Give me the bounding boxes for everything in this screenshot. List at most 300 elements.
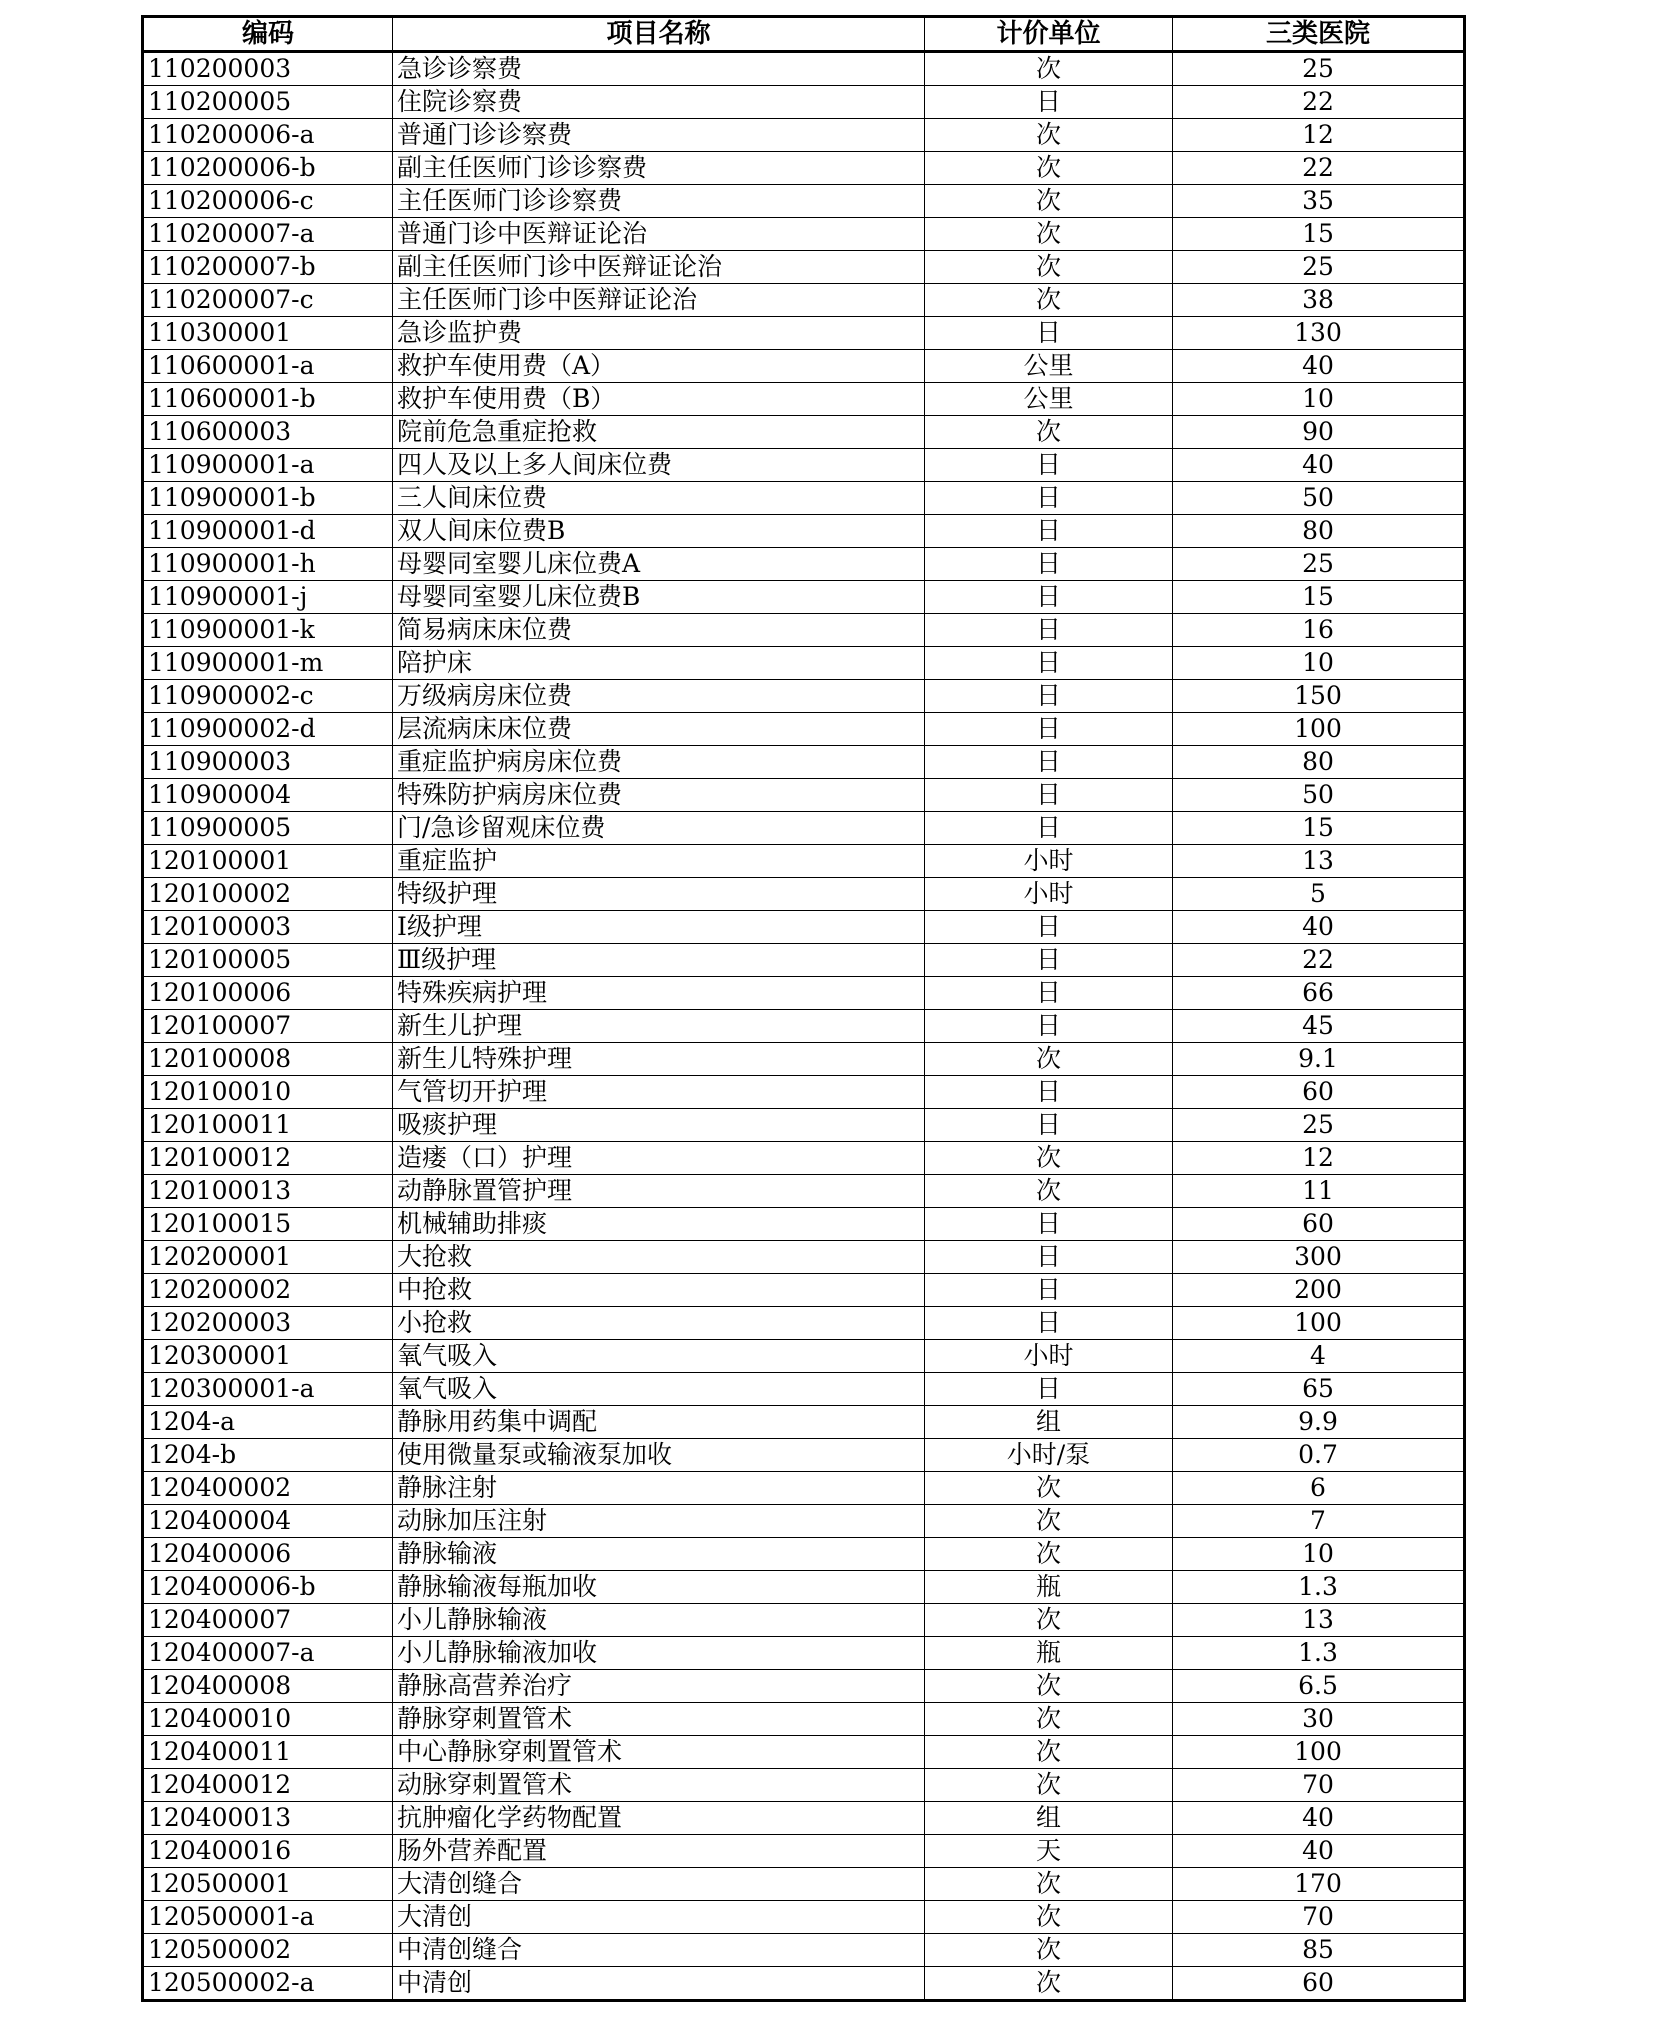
cell-code: 120500002-a xyxy=(143,1967,393,2001)
cell-price: 80 xyxy=(1173,515,1465,548)
cell-code: 120100005 xyxy=(143,944,393,977)
table-row xyxy=(143,1274,1465,1307)
cell-unit: 日 xyxy=(925,680,1173,713)
cell-price: 15 xyxy=(1173,812,1465,845)
cell-code: 120400013 xyxy=(143,1802,393,1835)
cell-unit: 次 xyxy=(925,1472,1173,1505)
cell-item-name: 小抢救 xyxy=(393,1307,925,1340)
cell-code: 110900001-h xyxy=(143,548,393,581)
cell-price: 70 xyxy=(1173,1901,1465,1934)
cell-unit: 次 xyxy=(925,1934,1173,1967)
table-row xyxy=(143,1043,1465,1076)
cell-item-name: 动脉穿刺置管术 xyxy=(393,1769,925,1802)
table-row xyxy=(143,548,1465,581)
table-row xyxy=(143,1571,1465,1604)
cell-price: 66 xyxy=(1173,977,1465,1010)
cell-item-name: 小儿静脉输液 xyxy=(393,1604,925,1637)
cell-price: 85 xyxy=(1173,1934,1465,1967)
cell-unit: 日 xyxy=(925,746,1173,779)
table-row xyxy=(143,317,1465,350)
cell-price: 60 xyxy=(1173,1967,1465,2001)
table-row xyxy=(143,746,1465,779)
cell-code: 110600001-a xyxy=(143,350,393,383)
cell-unit: 次 xyxy=(925,284,1173,317)
cell-code: 110900003 xyxy=(143,746,393,779)
cell-price: 30 xyxy=(1173,1703,1465,1736)
cell-price: 10 xyxy=(1173,383,1465,416)
cell-code: 120100007 xyxy=(143,1010,393,1043)
cell-price: 15 xyxy=(1173,581,1465,614)
cell-unit: 日 xyxy=(925,713,1173,746)
cell-unit: 日 xyxy=(925,911,1173,944)
cell-price: 38 xyxy=(1173,284,1465,317)
table-row xyxy=(143,1406,1465,1439)
cell-code: 120500001-a xyxy=(143,1901,393,1934)
cell-price: 9.9 xyxy=(1173,1406,1465,1439)
cell-code: 120200001 xyxy=(143,1241,393,1274)
cell-code: 110900001-m xyxy=(143,647,393,680)
cell-code: 110200007-b xyxy=(143,251,393,284)
cell-code: 110900001-a xyxy=(143,449,393,482)
table-row xyxy=(143,1538,1465,1571)
cell-item-name: 静脉用药集中调配 xyxy=(393,1406,925,1439)
cell-price: 10 xyxy=(1173,1538,1465,1571)
cell-code: 120400012 xyxy=(143,1769,393,1802)
cell-price: 13 xyxy=(1173,1604,1465,1637)
cell-item-name: Ⅲ级护理 xyxy=(393,944,925,977)
table-row xyxy=(143,614,1465,647)
cell-code: 110900001-b xyxy=(143,482,393,515)
cell-price: 100 xyxy=(1173,713,1465,746)
cell-code: 110900002-d xyxy=(143,713,393,746)
cell-unit: 日 xyxy=(925,1373,1173,1406)
cell-item-name: 小儿静脉输液加收 xyxy=(393,1637,925,1670)
cell-item-name: 气管切开护理 xyxy=(393,1076,925,1109)
cell-code: 120200003 xyxy=(143,1307,393,1340)
cell-item-name: 抗肿瘤化学药物配置 xyxy=(393,1802,925,1835)
cell-code: 120100013 xyxy=(143,1175,393,1208)
cell-item-name: 重症监护病房床位费 xyxy=(393,746,925,779)
cell-item-name: 静脉输液 xyxy=(393,1538,925,1571)
cell-unit: 日 xyxy=(925,614,1173,647)
cell-item-name: 大清创缝合 xyxy=(393,1868,925,1901)
cell-code: 120100003 xyxy=(143,911,393,944)
cell-code: 110200006-a xyxy=(143,119,393,152)
cell-unit: 次 xyxy=(925,1670,1173,1703)
cell-code: 120400008 xyxy=(143,1670,393,1703)
table-row xyxy=(143,1505,1465,1538)
cell-unit: 日 xyxy=(925,317,1173,350)
table-row xyxy=(143,1703,1465,1736)
table-row xyxy=(143,845,1465,878)
table-row xyxy=(143,911,1465,944)
cell-unit: 次 xyxy=(925,119,1173,152)
cell-item-name: 急诊诊察费 xyxy=(393,52,925,86)
cell-item-name: 陪护床 xyxy=(393,647,925,680)
cell-item-name: 造瘘（口）护理 xyxy=(393,1142,925,1175)
cell-item-name: 母婴同室婴儿床位费B xyxy=(393,581,925,614)
cell-unit: 日 xyxy=(925,647,1173,680)
header-price: 三类医院 xyxy=(1173,17,1465,52)
cell-code: 120400006-b xyxy=(143,1571,393,1604)
cell-code: 110200007-a xyxy=(143,218,393,251)
table-row xyxy=(143,1835,1465,1868)
cell-code: 120100006 xyxy=(143,977,393,1010)
cell-unit: 次 xyxy=(925,185,1173,218)
cell-price: 40 xyxy=(1173,1802,1465,1835)
table-row xyxy=(143,1901,1465,1934)
header-code: 编码 xyxy=(143,17,393,52)
cell-price: 65 xyxy=(1173,1373,1465,1406)
cell-price: 60 xyxy=(1173,1076,1465,1109)
cell-item-name: 特级护理 xyxy=(393,878,925,911)
cell-price: 60 xyxy=(1173,1208,1465,1241)
cell-unit: 次 xyxy=(925,52,1173,86)
cell-price: 22 xyxy=(1173,944,1465,977)
cell-unit: 次 xyxy=(925,1868,1173,1901)
cell-unit: 日 xyxy=(925,1241,1173,1274)
table-row xyxy=(143,1010,1465,1043)
table-row xyxy=(143,1307,1465,1340)
cell-price: 40 xyxy=(1173,350,1465,383)
table-row xyxy=(143,581,1465,614)
table-row xyxy=(143,251,1465,284)
table-row xyxy=(143,1076,1465,1109)
cell-price: 7 xyxy=(1173,1505,1465,1538)
table-row xyxy=(143,1637,1465,1670)
cell-unit: 日 xyxy=(925,1109,1173,1142)
cell-item-name: 普通门诊中医辩证论治 xyxy=(393,218,925,251)
cell-unit: 天 xyxy=(925,1835,1173,1868)
cell-unit: 日 xyxy=(925,548,1173,581)
cell-price: 5 xyxy=(1173,878,1465,911)
cell-unit: 次 xyxy=(925,1901,1173,1934)
cell-item-name: 动静脉置管护理 xyxy=(393,1175,925,1208)
cell-unit: 日 xyxy=(925,1208,1173,1241)
table-row xyxy=(143,416,1465,449)
cell-code: 120300001 xyxy=(143,1340,393,1373)
cell-item-name: 副主任医师门诊中医辩证论治 xyxy=(393,251,925,284)
table-row xyxy=(143,1175,1465,1208)
cell-item-name: 肠外营养配置 xyxy=(393,1835,925,1868)
table-row xyxy=(143,977,1465,1010)
cell-unit: 日 xyxy=(925,779,1173,812)
cell-price: 1.3 xyxy=(1173,1637,1465,1670)
cell-unit: 次 xyxy=(925,1505,1173,1538)
cell-price: 22 xyxy=(1173,152,1465,185)
cell-item-name: 层流病床床位费 xyxy=(393,713,925,746)
cell-unit: 日 xyxy=(925,449,1173,482)
cell-code: 120400011 xyxy=(143,1736,393,1769)
cell-unit: 次 xyxy=(925,251,1173,284)
cell-price: 80 xyxy=(1173,746,1465,779)
cell-price: 11 xyxy=(1173,1175,1465,1208)
table-row xyxy=(143,1802,1465,1835)
price-table xyxy=(141,15,1466,2002)
cell-unit: 小时 xyxy=(925,1340,1173,1373)
cell-unit: 日 xyxy=(925,1307,1173,1340)
cell-unit: 次 xyxy=(925,1703,1173,1736)
cell-price: 50 xyxy=(1173,779,1465,812)
cell-code: 110900001-k xyxy=(143,614,393,647)
cell-price: 35 xyxy=(1173,185,1465,218)
table-row xyxy=(143,1736,1465,1769)
cell-price: 300 xyxy=(1173,1241,1465,1274)
cell-code: 110300001 xyxy=(143,317,393,350)
cell-price: 15 xyxy=(1173,218,1465,251)
cell-code: 110200007-c xyxy=(143,284,393,317)
cell-price: 25 xyxy=(1173,548,1465,581)
cell-item-name: 动脉加压注射 xyxy=(393,1505,925,1538)
cell-code: 110200006-b xyxy=(143,152,393,185)
cell-price: 40 xyxy=(1173,449,1465,482)
cell-unit: 日 xyxy=(925,581,1173,614)
cell-code: 1204-a xyxy=(143,1406,393,1439)
cell-item-name: 万级病房床位费 xyxy=(393,680,925,713)
cell-item-name: 新生儿护理 xyxy=(393,1010,925,1043)
cell-price: 70 xyxy=(1173,1769,1465,1802)
cell-unit: 日 xyxy=(925,515,1173,548)
cell-item-name: Ⅰ级护理 xyxy=(393,911,925,944)
cell-item-name: 机械辅助排痰 xyxy=(393,1208,925,1241)
cell-code: 120100008 xyxy=(143,1043,393,1076)
cell-unit: 小时/泵 xyxy=(925,1439,1173,1472)
table-row xyxy=(143,1868,1465,1901)
cell-price: 12 xyxy=(1173,119,1465,152)
cell-item-name: 吸痰护理 xyxy=(393,1109,925,1142)
table-body xyxy=(143,52,1465,2001)
cell-code: 120400016 xyxy=(143,1835,393,1868)
cell-item-name: 三人间床位费 xyxy=(393,482,925,515)
cell-code: 1204-b xyxy=(143,1439,393,1472)
cell-code: 120300001-a xyxy=(143,1373,393,1406)
cell-item-name: 门/急诊留观床位费 xyxy=(393,812,925,845)
cell-unit: 公里 xyxy=(925,383,1173,416)
cell-item-name: 氧气吸入 xyxy=(393,1373,925,1406)
table-row xyxy=(143,1604,1465,1637)
header-item-name: 项目名称 xyxy=(393,17,925,52)
table-row xyxy=(143,350,1465,383)
cell-code: 120500001 xyxy=(143,1868,393,1901)
cell-code: 110200005 xyxy=(143,86,393,119)
cell-price: 25 xyxy=(1173,1109,1465,1142)
cell-code: 120100002 xyxy=(143,878,393,911)
cell-item-name: 特殊疾病护理 xyxy=(393,977,925,1010)
cell-unit: 小时 xyxy=(925,878,1173,911)
cell-item-name: 救护车使用费（A） xyxy=(393,350,925,383)
cell-price: 90 xyxy=(1173,416,1465,449)
table-row xyxy=(143,1373,1465,1406)
cell-unit: 组 xyxy=(925,1802,1173,1835)
cell-item-name: 静脉注射 xyxy=(393,1472,925,1505)
cell-price: 13 xyxy=(1173,845,1465,878)
table-row xyxy=(143,482,1465,515)
cell-unit: 日 xyxy=(925,944,1173,977)
cell-code: 110900005 xyxy=(143,812,393,845)
cell-code: 120400010 xyxy=(143,1703,393,1736)
cell-price: 4 xyxy=(1173,1340,1465,1373)
cell-code: 120100015 xyxy=(143,1208,393,1241)
cell-code: 120400004 xyxy=(143,1505,393,1538)
cell-code: 110600003 xyxy=(143,416,393,449)
cell-unit: 小时 xyxy=(925,845,1173,878)
table-row xyxy=(143,218,1465,251)
cell-price: 40 xyxy=(1173,1835,1465,1868)
table-row xyxy=(143,1934,1465,1967)
cell-unit: 组 xyxy=(925,1406,1173,1439)
cell-item-name: 中抢救 xyxy=(393,1274,925,1307)
cell-unit: 次 xyxy=(925,1175,1173,1208)
cell-item-name: 主任医师门诊中医辩证论治 xyxy=(393,284,925,317)
cell-unit: 日 xyxy=(925,1076,1173,1109)
cell-unit: 次 xyxy=(925,1736,1173,1769)
cell-item-name: 院前危急重症抢救 xyxy=(393,416,925,449)
table-row xyxy=(143,1769,1465,1802)
table-row xyxy=(143,185,1465,218)
table-row xyxy=(143,713,1465,746)
cell-code: 120500002 xyxy=(143,1934,393,1967)
cell-price: 200 xyxy=(1173,1274,1465,1307)
table-row xyxy=(143,515,1465,548)
table-row xyxy=(143,878,1465,911)
table-row xyxy=(143,284,1465,317)
cell-code: 120200002 xyxy=(143,1274,393,1307)
cell-item-name: 大清创 xyxy=(393,1901,925,1934)
cell-unit: 瓶 xyxy=(925,1571,1173,1604)
cell-item-name: 中清创缝合 xyxy=(393,1934,925,1967)
cell-price: 0.7 xyxy=(1173,1439,1465,1472)
cell-item-name: 静脉穿刺置管术 xyxy=(393,1703,925,1736)
cell-item-name: 住院诊察费 xyxy=(393,86,925,119)
cell-code: 120100001 xyxy=(143,845,393,878)
cell-code: 120400006 xyxy=(143,1538,393,1571)
cell-item-name: 大抢救 xyxy=(393,1241,925,1274)
table-row xyxy=(143,449,1465,482)
cell-item-name: 中心静脉穿刺置管术 xyxy=(393,1736,925,1769)
cell-price: 25 xyxy=(1173,52,1465,86)
cell-price: 130 xyxy=(1173,317,1465,350)
cell-unit: 次 xyxy=(925,1967,1173,2001)
cell-code: 110200006-c xyxy=(143,185,393,218)
cell-item-name: 救护车使用费（B） xyxy=(393,383,925,416)
cell-price: 6 xyxy=(1173,1472,1465,1505)
cell-unit: 次 xyxy=(925,416,1173,449)
cell-price: 45 xyxy=(1173,1010,1465,1043)
cell-price: 6.5 xyxy=(1173,1670,1465,1703)
table-row xyxy=(143,1967,1465,2001)
table-row xyxy=(143,680,1465,713)
cell-unit: 公里 xyxy=(925,350,1173,383)
cell-unit: 次 xyxy=(925,1769,1173,1802)
cell-unit: 日 xyxy=(925,977,1173,1010)
cell-unit: 次 xyxy=(925,1538,1173,1571)
cell-item-name: 急诊监护费 xyxy=(393,317,925,350)
cell-item-name: 使用微量泵或输液泵加收 xyxy=(393,1439,925,1472)
header-unit: 计价单位 xyxy=(925,17,1173,52)
cell-item-name: 中清创 xyxy=(393,1967,925,2001)
cell-item-name: 双人间床位费B xyxy=(393,515,925,548)
cell-price: 170 xyxy=(1173,1868,1465,1901)
cell-item-name: 普通门诊诊察费 xyxy=(393,119,925,152)
cell-unit: 次 xyxy=(925,1043,1173,1076)
table-row xyxy=(143,1472,1465,1505)
cell-code: 110900002-c xyxy=(143,680,393,713)
cell-item-name: 静脉高营养治疗 xyxy=(393,1670,925,1703)
table-header-row xyxy=(143,17,1465,52)
table-row xyxy=(143,119,1465,152)
cell-item-name: 简易病床床位费 xyxy=(393,614,925,647)
table-row xyxy=(143,1208,1465,1241)
cell-price: 16 xyxy=(1173,614,1465,647)
table-row xyxy=(143,812,1465,845)
cell-unit: 日 xyxy=(925,482,1173,515)
table-row xyxy=(143,1439,1465,1472)
table-row xyxy=(143,86,1465,119)
cell-price: 1.3 xyxy=(1173,1571,1465,1604)
cell-unit: 次 xyxy=(925,1142,1173,1175)
cell-code: 120100011 xyxy=(143,1109,393,1142)
cell-unit: 日 xyxy=(925,1010,1173,1043)
cell-unit: 瓶 xyxy=(925,1637,1173,1670)
cell-item-name: 静脉输液每瓶加收 xyxy=(393,1571,925,1604)
cell-item-name: 副主任医师门诊诊察费 xyxy=(393,152,925,185)
cell-unit: 次 xyxy=(925,218,1173,251)
cell-code: 110900001-d xyxy=(143,515,393,548)
cell-price: 100 xyxy=(1173,1307,1465,1340)
cell-price: 100 xyxy=(1173,1736,1465,1769)
cell-price: 22 xyxy=(1173,86,1465,119)
table-row xyxy=(143,944,1465,977)
cell-price: 150 xyxy=(1173,680,1465,713)
cell-price: 50 xyxy=(1173,482,1465,515)
cell-code: 120400007 xyxy=(143,1604,393,1637)
table-row xyxy=(143,152,1465,185)
cell-price: 9.1 xyxy=(1173,1043,1465,1076)
cell-price: 25 xyxy=(1173,251,1465,284)
cell-code: 110600001-b xyxy=(143,383,393,416)
cell-code: 110900004 xyxy=(143,779,393,812)
cell-item-name: 母婴同室婴儿床位费A xyxy=(393,548,925,581)
table-row xyxy=(143,1241,1465,1274)
cell-code: 120100010 xyxy=(143,1076,393,1109)
cell-code: 120400002 xyxy=(143,1472,393,1505)
cell-item-name: 新生儿特殊护理 xyxy=(393,1043,925,1076)
table-row xyxy=(143,647,1465,680)
table-row xyxy=(143,1109,1465,1142)
cell-code: 110900001-j xyxy=(143,581,393,614)
cell-item-name: 特殊防护病房床位费 xyxy=(393,779,925,812)
cell-item-name: 四人及以上多人间床位费 xyxy=(393,449,925,482)
cell-code: 120100012 xyxy=(143,1142,393,1175)
cell-price: 10 xyxy=(1173,647,1465,680)
table-row xyxy=(143,1142,1465,1175)
cell-price: 40 xyxy=(1173,911,1465,944)
table-row xyxy=(143,1340,1465,1373)
cell-unit: 日 xyxy=(925,86,1173,119)
table-row xyxy=(143,383,1465,416)
cell-unit: 日 xyxy=(925,1274,1173,1307)
cell-unit: 次 xyxy=(925,1604,1173,1637)
table-row xyxy=(143,1670,1465,1703)
table-row xyxy=(143,52,1465,86)
cell-code: 110200003 xyxy=(143,52,393,86)
cell-price: 12 xyxy=(1173,1142,1465,1175)
cell-unit: 次 xyxy=(925,152,1173,185)
cell-item-name: 氧气吸入 xyxy=(393,1340,925,1373)
cell-item-name: 重症监护 xyxy=(393,845,925,878)
cell-unit: 日 xyxy=(925,812,1173,845)
cell-code: 120400007-a xyxy=(143,1637,393,1670)
